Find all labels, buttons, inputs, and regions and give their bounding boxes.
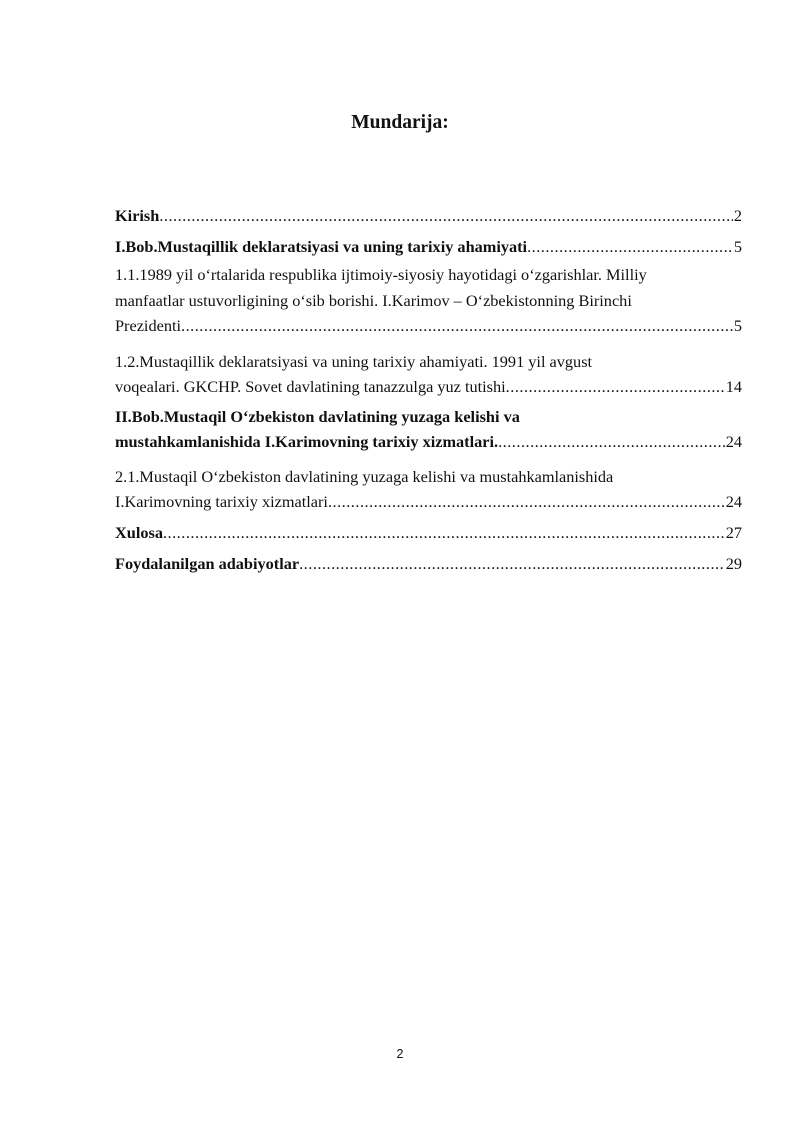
toc-entry-section-1-1[interactable] — [115, 262, 742, 339]
toc-entry-title: Kirish ..... — [115, 203, 733, 229]
toc-entry-page: 27 — [725, 522, 742, 542]
toc-entry-title: Xulosa ..... — [115, 520, 725, 546]
toc-entry-title: Foydalanilgan adabiyotlar ..... — [115, 551, 725, 577]
table-of-contents — [115, 203, 742, 577]
toc-entry-title-line: mustahkamlanishida I.Karimovning tarixiy xizmatlari. ..... — [115, 429, 725, 455]
toc-entry-kirish[interactable] — [115, 203, 742, 229]
toc-entry-chapter-1[interactable] — [115, 234, 742, 260]
toc-entry-chapter-2[interactable] — [115, 404, 742, 455]
toc-entry-title-line: manfaatlar ustuvorligining o‘sib borishi. I.Karimov – O‘zbekistonning Birinchi — [115, 290, 632, 310]
toc-entry-page: 29 — [725, 554, 742, 573]
toc-entry-section-2-1[interactable] — [115, 464, 742, 515]
toc-entry-page: 14 — [725, 377, 742, 396]
toc-entry-title-line: 1.2.Mustaqillik deklaratsiyasi va uning tarixiy ahamiyati. 1991 yil avgust — [115, 351, 593, 371]
toc-entry-page: 2 — [733, 206, 742, 225]
toc-entry-title-line: I.Karimovning tarixiy xizmatlari ..... — [115, 489, 725, 515]
toc-entry-title-line: voqealari. GKCHP. Sovet davlatining tanazzulga yuz tutishi ..... — [115, 374, 725, 400]
toc-entry-bibliography[interactable] — [115, 551, 742, 577]
toc-entry-page: 24 — [725, 432, 742, 451]
toc-entry-page: 24 — [725, 492, 742, 511]
toc-entry-title-line: II.Bob.Mustaqil O‘zbekiston davlatining yuzaga kelishi va — [115, 406, 520, 426]
toc-entry-title-line: 1.1.1989 yil o‘rtalarida respublika ijtimoiy-siyosiy hayotidagi o‘zgarishlar. Milliy — [115, 265, 647, 284]
toc-entry-title-line: 2.1.Mustaqil O‘zbekiston davlatining yuzaga kelishi va mustahkamlanishida — [115, 466, 614, 486]
toc-entry-page: 5 — [733, 236, 742, 256]
page-number: 2 — [396, 1047, 404, 1061]
page-title: Mundarija: — [351, 112, 449, 133]
toc-entry-section-1-2[interactable] — [115, 349, 742, 400]
toc-entry-page: 5 — [733, 316, 742, 335]
toc-entry-title: I.Bob.Mustaqillik deklaratsiyasi va uning tarixiy ahamiyati ..... — [115, 234, 733, 260]
toc-entry-xulosa[interactable] — [115, 520, 742, 546]
toc-entry-title-line: Prezidenti ..... — [115, 313, 733, 339]
